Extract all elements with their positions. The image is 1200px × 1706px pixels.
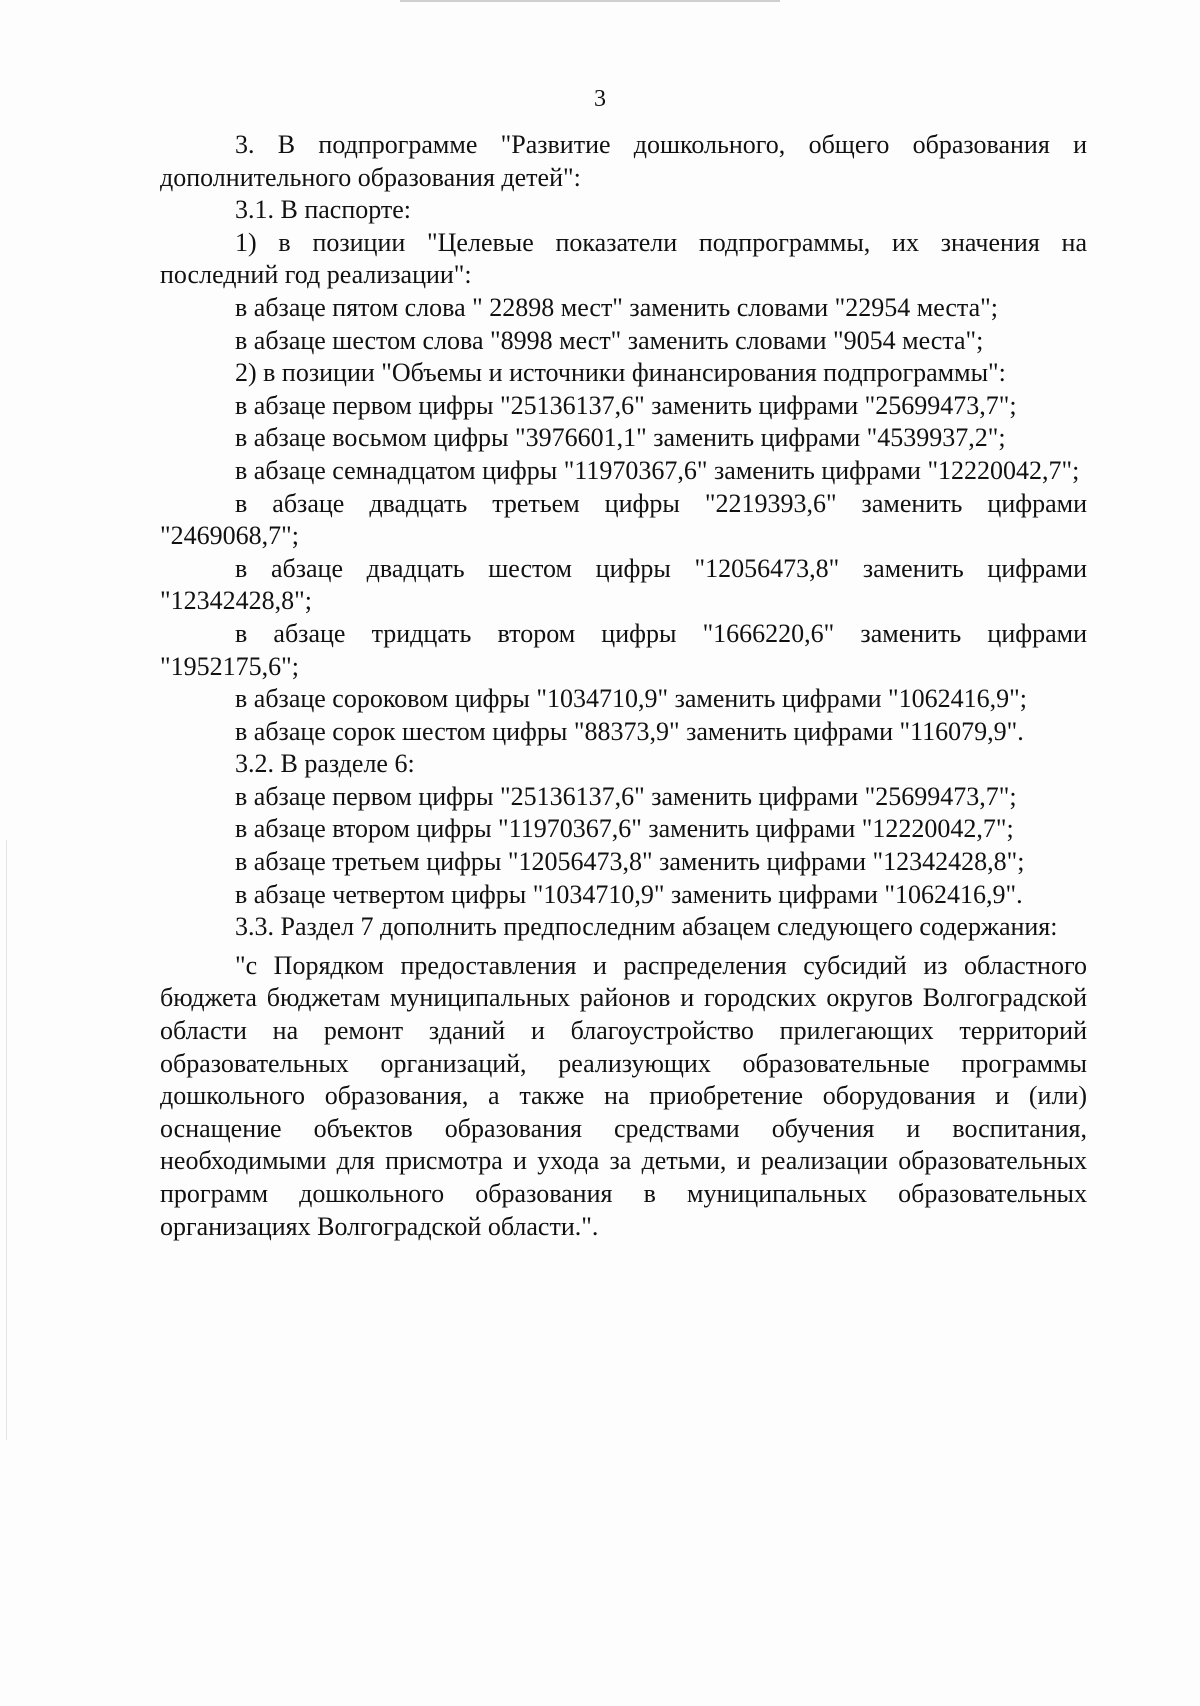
document-body (160, 129, 1087, 1243)
paragraph-amendment: в абзаце третьем цифры "12056473,8" заменить цифрами "12342428,8"; (235, 847, 1025, 877)
paragraph-amendment: в абзаце восьмом цифры "3976601,1" заменить цифрами "4539937,2"; (235, 423, 1006, 453)
quoted-paragraph: "с Порядком предоставления и распределения субсидий из областного бюджета бюджетам муниципальных районов и городских округов Волгоградской области на ремонт зданий и благоустройство прилегающих территорий образовательных организаций, реализующих образовательные программы дошкольного образования, а также на приобретение оборудования и (или) оснащение объектов образования средствами обучения и воспитания, необходимыми для присмотра и ухода за детьми, и реализации образовательных программ дошкольного образования в муниципальных образовательных организациях Волгоградской области.". (160, 950, 1087, 1241)
paragraph-amendment: в абзаце двадцать шестом цифры "12056473,8" заменить цифрами "12342428,8"; (160, 553, 1087, 616)
paragraph-amendment: в абзаце четвертом цифры "1034710,9" заменить цифрами "1062416,9". (235, 879, 1023, 909)
paragraph-3-1: 3.1. В паспорте: (235, 195, 412, 225)
paragraph-amendment: в абзаце тридцать втором цифры "1666220,6" заменить цифрами "1952175,6"; (160, 618, 1087, 681)
paragraph-amendment: в абзаце сорок шестом цифры "88373,9" заменить цифрами "116079,9". (235, 716, 1024, 746)
paragraph-amendment: в абзаце втором цифры "11970367,6" заменить цифрами "12220042,7"; (235, 814, 1014, 844)
paragraph-item-2: 2) в позиции "Объемы и источники финансирования подпрограммы": (235, 358, 1006, 388)
page-number: 3 (594, 86, 606, 112)
paragraph-amendment: в абзаце шестом слова "8998 мест" заменить словами "9054 места"; (235, 325, 984, 355)
paragraph-amendment: в абзаце двадцать третьем цифры "2219393,6" заменить цифрами "2469068,7"; (160, 488, 1087, 551)
paragraph-item-1: 1) в позиции "Целевые показатели подпрограммы, их значения на последний год реализации": (160, 227, 1087, 290)
scan-edge-line (6, 840, 7, 1440)
paragraph-amendment: в абзаце семнадцатом цифры "11970367,6" заменить цифрами "12220042,7"; (235, 455, 1080, 485)
paragraph-3-3: 3.3. Раздел 7 дополнить предпоследним абзацем следующего содержания: (235, 912, 1058, 942)
paragraph-amendment: в абзаце первом цифры "25136137,6" заменить цифрами "25699473,7"; (235, 781, 1017, 811)
paragraph-amendment: в абзаце первом цифры "25136137,6" заменить цифрами "25699473,7"; (235, 390, 1017, 420)
paragraph-amendment: в абзаце пятом слова " 22898 мест" заменить словами "22954 места"; (235, 292, 998, 322)
paragraph-section-3: 3. В подпрограмме "Развитие дошкольного, общего образования и дополнительного образования детей": (160, 130, 1087, 192)
paragraph-3-2: 3.2. В разделе 6: (235, 749, 415, 779)
scan-edge-line (400, 0, 780, 2)
paragraph-amendment: в абзаце сороковом цифры "1034710,9" заменить цифрами "1062416,9"; (235, 684, 1027, 714)
